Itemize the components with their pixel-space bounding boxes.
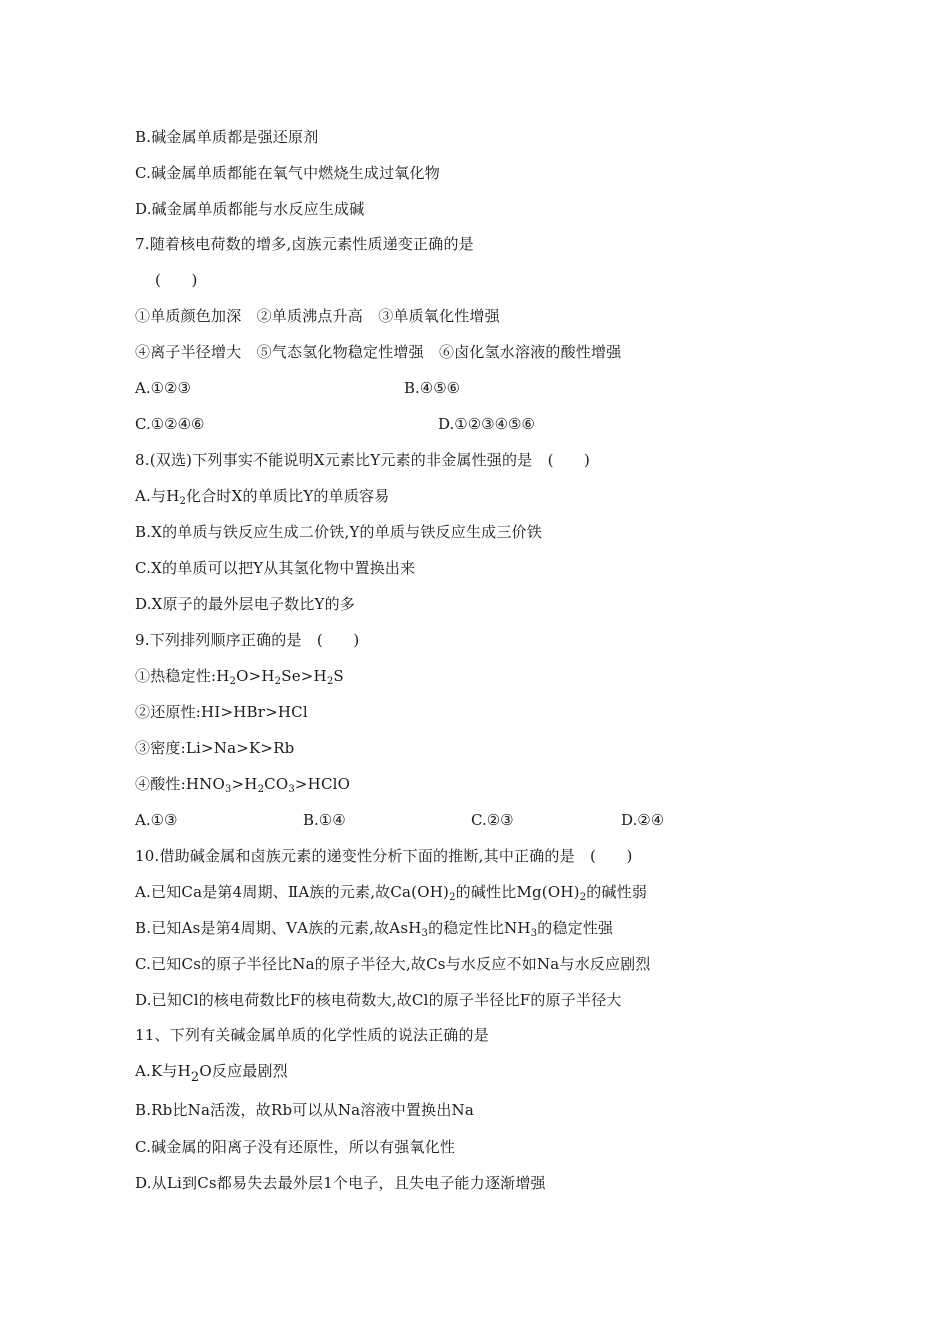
q9-item-1-text-4: S [333, 667, 344, 685]
q10-option-b-sub-1: 3 [421, 928, 429, 939]
q11-option-a-text-2: O反应最剧烈 [199, 1062, 288, 1080]
q8-option-a-text-2: 化合时X的单质比Y的单质容易 [186, 487, 390, 505]
q9-option-a: A.①③ [135, 811, 178, 829]
q7-answer-blank: ( ) [155, 271, 198, 289]
q9-option-c: C.②③ [471, 811, 514, 829]
q8-option-d: D.X原子的最外层电子数比Y的多 [135, 595, 356, 613]
q9-item-4-text-3: CO [264, 775, 289, 793]
q10-option-b-text-3: 的稳定性强 [537, 919, 614, 937]
q10-option-a-text-2: 的碱性比Mg(OH) [455, 883, 580, 901]
q8-option-a-subscript: 2 [179, 496, 187, 507]
q11-option-d: D.从Li到Cs都易失去最外层1个电子，且失电子能力逐渐增强 [135, 1174, 546, 1192]
q9-item-1-text-2: O>H [236, 667, 275, 685]
q6-option-b: B.碱金属单质都是强还原剂 [135, 128, 319, 146]
q7-option-d: D.①②③④⑤⑥ [438, 415, 535, 433]
q9-item-4-text-1: ④酸性:HNO [135, 775, 225, 793]
q6-option-d: D.碱金属单质都能与水反应生成碱 [135, 200, 365, 218]
q10-option-b [135, 918, 613, 938]
q10-option-a-sub-2: 2 [579, 892, 587, 903]
q9-item-1-sub-2: 2 [274, 676, 282, 687]
q9-item-4-sub-2: 2 [257, 784, 265, 795]
q10-option-a-text-3: 的碱性弱 [586, 883, 648, 901]
q9-item-1-text-3: Se>H [281, 667, 327, 685]
q11-option-c: C.碱金属的阳离子没有还原性，所以有强氧化性 [135, 1138, 456, 1156]
q8-option-a-text-1: A.与H [135, 487, 180, 505]
q9-item-4 [135, 774, 350, 794]
q11-option-a-text-1: A.K与H [135, 1062, 191, 1080]
q8-option-b: B.X的单质与铁反应生成二价铁,Y的单质与铁反应生成三价铁 [135, 523, 542, 541]
q7-option-a: A.①②③ [135, 379, 191, 397]
q9-item-4-sub-3: 3 [288, 784, 295, 795]
q7-statements-1: ①单质颜色加深 ②单质沸点升高 ③单质氧化性增强 [135, 307, 500, 325]
q9-item-1-text-1: ①热稳定性:H [135, 667, 230, 685]
q11-option-a [135, 1061, 288, 1085]
q9-item-1 [135, 666, 344, 686]
q10-option-a-sub-1: 2 [449, 892, 456, 903]
q9-item-4-text-4: >HClO [294, 775, 351, 793]
q9-option-d: D.②④ [621, 811, 665, 829]
q7-option-c: C.①②④⑥ [135, 415, 205, 433]
q9-item-2: ②还原性:HI>HBr>HCl [135, 703, 308, 721]
q10-stem: 10.借助碱金属和卤族元素的递变性分析下面的推断,其中正确的是 ( ) [135, 847, 633, 865]
q8-option-c: C.X的单质可以把Y从其氢化物中置换出来 [135, 559, 416, 577]
q6-option-c: C.碱金属单质都能在氧气中燃烧生成过氧化物 [135, 164, 440, 182]
q10-option-a [135, 882, 647, 902]
q10-option-a-text-1: A.已知Ca是第4周期、ⅡA族的元素,故Ca(OH) [135, 883, 450, 901]
q10-option-c: C.已知Cs的原子半径比Na的原子半径大,故Cs与水反应不如Na与水反应剧烈 [135, 955, 651, 973]
q9-item-1-sub-1: 2 [229, 676, 237, 687]
q7-statements-2: ④离子半径增大 ⑤气态氢化物稳定性增强 ⑥卤化氢水溶液的酸性增强 [135, 343, 622, 361]
q7-option-b: B.④⑤⑥ [404, 379, 461, 397]
q8-stem: 8.(双选)下列事实不能说明X元素比Y元素的非金属性强的是 ( ) [135, 451, 591, 469]
q11-option-a-subscript: 2 [190, 1070, 200, 1085]
q10-option-b-text-1: B.已知As是第4周期、ⅤA族的元素,故AsH [135, 919, 422, 937]
q9-item-4-sub-1: 3 [224, 784, 232, 795]
q7-stem: 7.随着核电荷数的增多,卤族元素性质递变正确的是 [135, 235, 474, 253]
q8-option-a [135, 486, 389, 506]
q11-stem: 11、下列有关碱金属单质的化学性质的说法正确的是 [135, 1026, 489, 1044]
q9-item-3: ③密度:Li>Na>K>Rb [135, 739, 295, 757]
q9-item-4-text-2: >H [231, 775, 258, 793]
q9-stem: 9.下列排列顺序正确的是 ( ) [135, 631, 360, 649]
q11-option-b: B.Rb比Na活泼，故Rb可以从Na溶液中置换出Na [135, 1101, 474, 1119]
q9-item-1-sub-3: 2 [326, 676, 334, 687]
q10-option-d: D.已知Cl的核电荷数比F的核电荷数大,故Cl的原子半径比F的原子半径大 [135, 991, 622, 1009]
q10-option-b-text-2: 的稳定性比NH [428, 919, 531, 937]
q10-option-b-sub-2: 3 [530, 928, 538, 939]
q9-option-b: B.①④ [303, 811, 346, 829]
